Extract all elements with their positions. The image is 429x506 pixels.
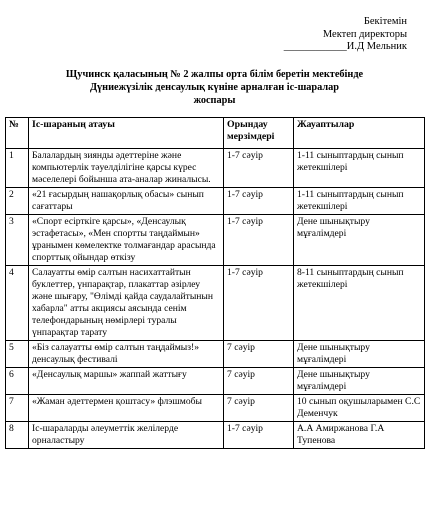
row-term: 7 сәуір: [224, 368, 294, 395]
approval-line-1: Бекітемін: [363, 16, 407, 27]
row-event-name: Салауатты өмір салтын насихаттайтын буклеттер, үнпарақтар, плакаттар әзірлеу және шығару, "Өлімді қайда саудалайтынын хабарла" атты акциясы аясында сенім телефондарының нөмірлері туралы үнпарақтар тарату: [29, 266, 224, 341]
row-responsible: 10 сынып оқушыларымен С.С Деменчук: [294, 395, 425, 422]
row-term: 1-7 сәуір: [224, 422, 294, 449]
title-line-3: жоспары: [193, 95, 236, 106]
row-event-name: «Денсаулық маршы» жаппай жаттығу: [29, 368, 224, 395]
header-responsible: Жауаптылар: [294, 118, 425, 149]
row-term: 1-7 сәуір: [224, 188, 294, 215]
row-number: 4: [6, 266, 29, 341]
row-event-name: «Біз салауатты өмір салтын таңдаймыз!» денсаулық фестивалі: [29, 341, 224, 368]
table-header-row: [6, 118, 425, 149]
table-row: [6, 395, 425, 422]
row-number: 8: [6, 422, 29, 449]
row-event-name: Балалардың зиянды әдеттеріне және компьютерлік тәуелділігіне қарсы күрес мәселелері бойынша ата-аналар жиналысы.: [29, 149, 224, 188]
row-term: 7 сәуір: [224, 341, 294, 368]
row-responsible: Дене шынықтыру мұғалімдері: [294, 368, 425, 395]
table-row: [6, 188, 425, 215]
table-row: [6, 149, 425, 188]
approval-block: [284, 16, 407, 54]
row-responsible: 1-11 сыныптардың сынып жетекшілері: [294, 188, 425, 215]
row-number: 5: [6, 341, 29, 368]
row-term: 1-7 сәуір: [224, 215, 294, 266]
row-responsible: А.А Амиржанова Г.А Тупенова: [294, 422, 425, 449]
row-number: 7: [6, 395, 29, 422]
row-event-name: «Спорт есірткіге қарсы», «Денсаулық эстафетасы», «Мен спортты таңдаймын» ұранымен көмелектке толмағандар арасында спорттық ойындар өткізу: [29, 215, 224, 266]
row-responsible: Дене шынықтыру мұғалімдері: [294, 215, 425, 266]
row-number: 3: [6, 215, 29, 266]
header-term: Орындау мерзімдері: [224, 118, 294, 149]
approval-signature-line: ____________И.Д Мельник: [283, 41, 407, 52]
row-number: 2: [6, 188, 29, 215]
row-number: 1: [6, 149, 29, 188]
table-row: [6, 422, 425, 449]
table-row: [6, 215, 425, 266]
table-row: [6, 266, 425, 341]
row-event-name: «21 ғасырдың нашақорлық обасы» сынып сағаттары: [29, 188, 224, 215]
row-term: 1-7 сәуір: [224, 149, 294, 188]
row-event-name: «Жаман әдеттермен қоштасу» флэшмобы: [29, 395, 224, 422]
row-term: 7 сәуір: [224, 395, 294, 422]
row-number: 6: [6, 368, 29, 395]
document-title: [0, 68, 429, 107]
row-event-name: Іс-шараларды әлеуметтік желілерде орналастыру: [29, 422, 224, 449]
row-responsible: 8-11 сыныптардың сынып жетекшілері: [294, 266, 425, 341]
title-line-2: Дүниежүзілік денсаулық күніне арналған іс-шаралар: [89, 82, 340, 93]
header-event-name: Іс-шараның атауы: [29, 118, 224, 149]
row-term: 1-7 сәуір: [224, 266, 294, 341]
title-line-1: Щучинск қаласының № 2 жалпы орта білім беретін мектебінде: [65, 69, 364, 80]
approval-line-2: Мектеп директоры: [322, 28, 407, 40]
row-responsible: 1-11 сыныптардың сынып жетекшілері: [294, 149, 425, 188]
table-row: [6, 368, 425, 395]
table-row: [6, 341, 425, 368]
row-responsible: Дене шынықтыру мұғалімдері: [294, 341, 425, 368]
header-number: №: [6, 118, 29, 149]
events-table: [5, 117, 425, 449]
